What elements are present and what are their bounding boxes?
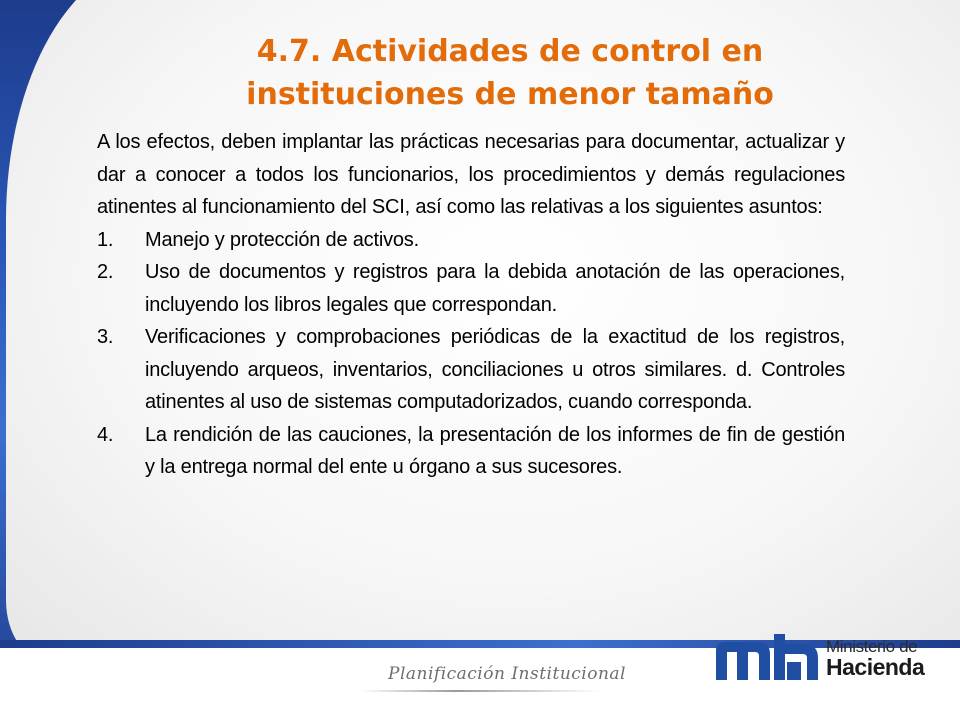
list-item-number: 3. (97, 326, 114, 348)
slide-body (97, 126, 845, 484)
list-item-text: Manejo y protección de activos. (145, 228, 419, 251)
ministerio-hacienda-logo (712, 630, 925, 682)
footer-divider (360, 690, 600, 692)
list-item-number: 4. (97, 423, 114, 446)
footer-script-text: Planificación Institucional (388, 664, 626, 684)
list-item-text: Uso de documentos y registros para la debida anotación de las operaciones, incluyendo los libros legales que correspondan. (145, 261, 845, 316)
logo-text-line-1: Ministerio de (826, 637, 918, 656)
slide-title (150, 30, 870, 116)
slide-title-line-2: instituciones de menor tamaño (246, 77, 774, 112)
mh-logo-icon (712, 630, 824, 682)
logo-text-line-2: Hacienda (826, 654, 925, 680)
list-item (97, 419, 845, 484)
slide-title-line-1: 4.7. Actividades de control en (256, 34, 764, 69)
numbered-list (97, 224, 845, 484)
intro-paragraph: A los efectos, deben implantar las prácticas necesarias para documentar, actualizar y dar a conocer a todos los funcionarios, los procedimientos y demás regulaciones atinentes al funcionamiento del SCI, así como las relativas a los siguientes asuntos: (97, 131, 845, 218)
list-item (97, 256, 845, 321)
list-item-text: Verificaciones y comprobaciones periódicas de la exactitud de los registros, incluyendo arqueos, inventarios, conciliaciones u otros similares. d. Controles atinentes al uso de sistemas computadorizados, cuando corresponda. (145, 326, 845, 413)
list-item (97, 321, 845, 419)
list-item-number: 1. (97, 228, 114, 251)
list-item-text: La rendición de las cauciones, la presentación de los informes de fin de gestión y la entrega normal del ente u órgano a sus sucesores. (145, 423, 845, 478)
list-item-number: 2. (97, 261, 114, 283)
list-item (97, 224, 845, 257)
